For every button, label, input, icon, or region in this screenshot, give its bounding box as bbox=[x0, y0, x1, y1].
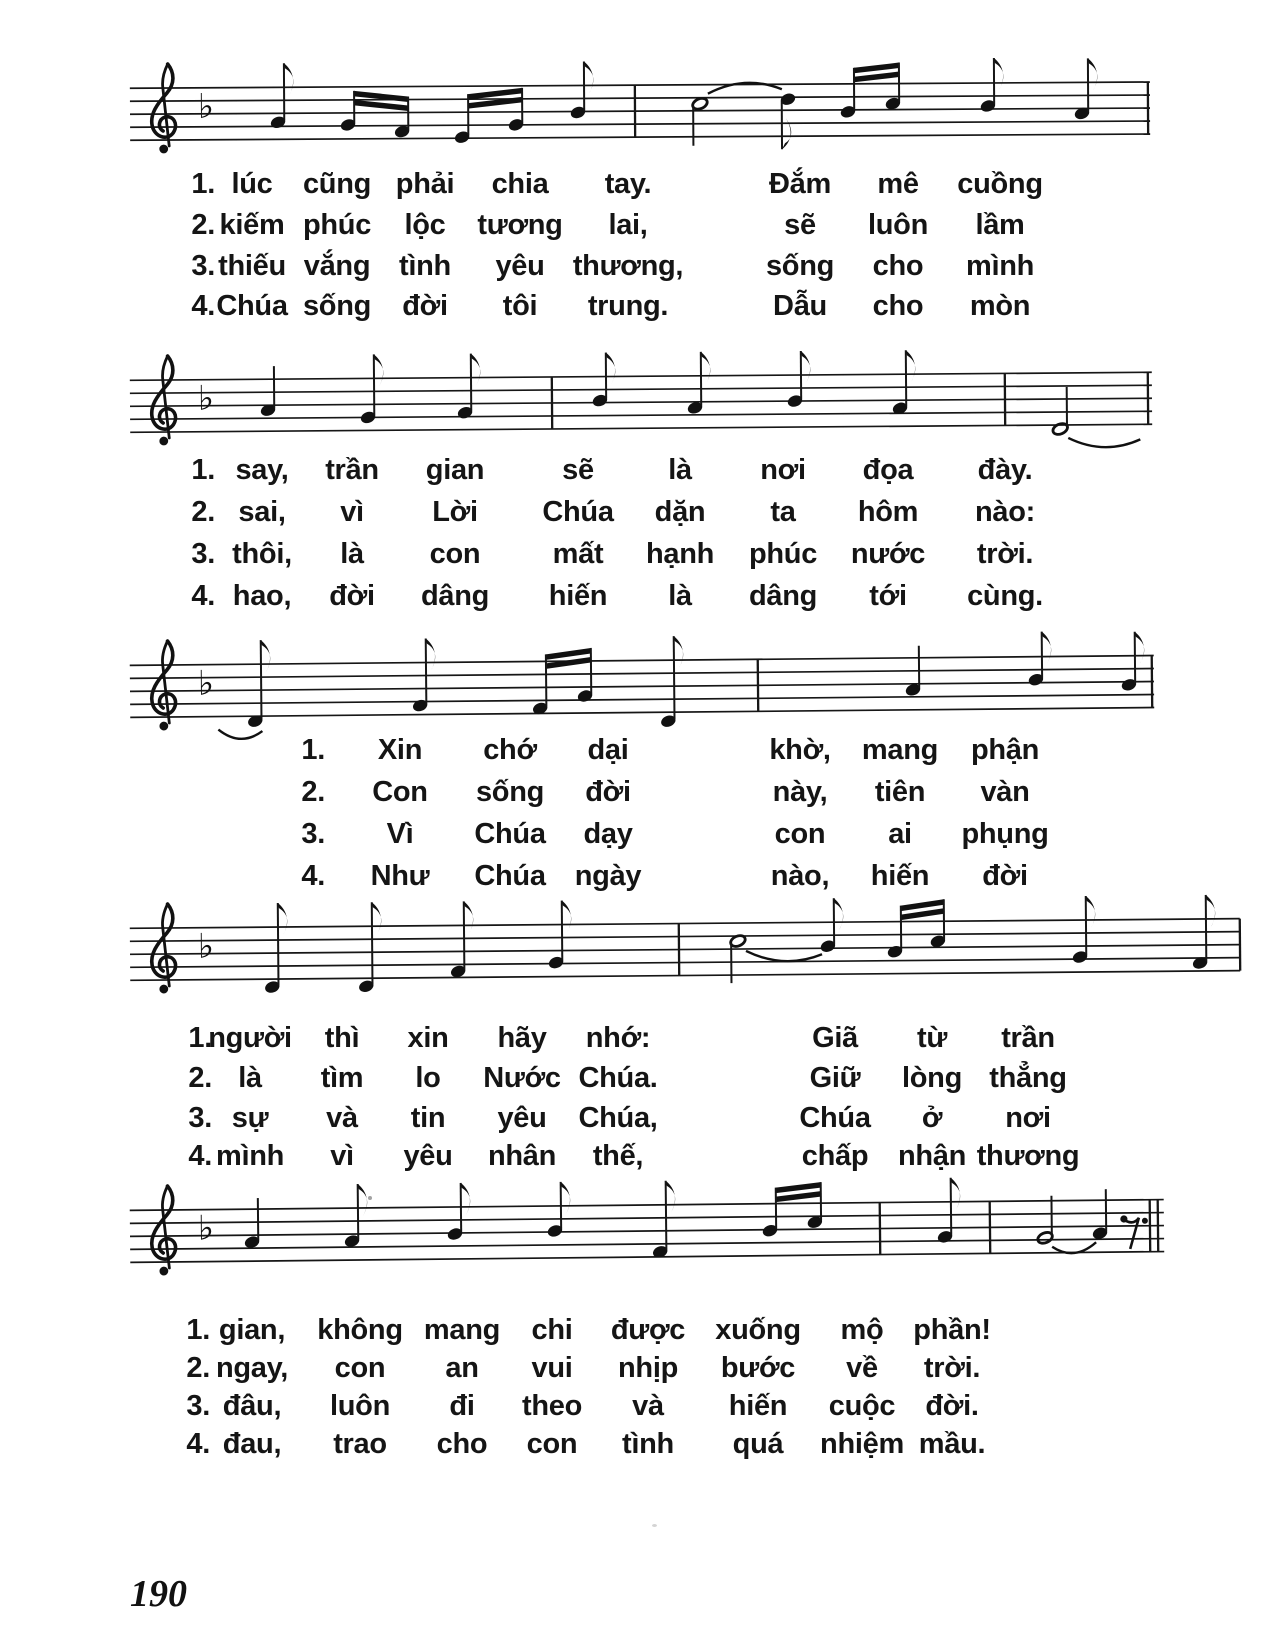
lyric-word: luôn bbox=[329, 1390, 390, 1422]
eighth-flag bbox=[1135, 632, 1145, 664]
flat-sign: ♭ bbox=[197, 663, 215, 704]
eighth-flag bbox=[906, 350, 916, 382]
eighth-flag bbox=[284, 63, 294, 95]
lyric-word: đời bbox=[585, 776, 631, 808]
lyric-word: tương bbox=[477, 209, 563, 241]
lyric-word: Chúa. bbox=[578, 1062, 658, 1094]
scan-speck bbox=[368, 1196, 372, 1200]
lyric-word: sống bbox=[302, 290, 372, 322]
lyric-word: và bbox=[632, 1390, 664, 1422]
staff-line bbox=[130, 82, 1150, 88]
lyric-word: cuộc bbox=[828, 1390, 896, 1422]
staff-line bbox=[130, 682, 1154, 692]
lyric-word: phận bbox=[970, 734, 1040, 766]
lyric-word: cuồng bbox=[957, 168, 1043, 200]
eighth-flag bbox=[372, 902, 382, 934]
lyric-word: sẽ bbox=[784, 209, 816, 241]
verse-number: 1. bbox=[186, 1314, 210, 1346]
staff-line bbox=[130, 372, 1152, 380]
beam bbox=[776, 1182, 821, 1193]
lyric-word: là bbox=[238, 1062, 262, 1094]
lyric-word: Chúa bbox=[799, 1102, 871, 1134]
eighth-flag bbox=[471, 354, 481, 386]
lyric-word: cùng. bbox=[967, 580, 1043, 612]
lyric-word: là bbox=[668, 454, 692, 486]
lyric-word: quá bbox=[732, 1428, 784, 1460]
eighth-flag bbox=[701, 352, 711, 384]
lyric-word: mòn bbox=[969, 290, 1031, 322]
lyric-word: cho bbox=[872, 290, 924, 322]
lyric-word: ngày bbox=[574, 860, 642, 892]
staff-line bbox=[130, 1200, 1164, 1211]
staff-line bbox=[130, 108, 1150, 114]
lyric-word: nhiệm bbox=[820, 1428, 904, 1460]
lyric-word: yêu bbox=[497, 1102, 547, 1134]
staff-line bbox=[130, 971, 1240, 981]
lyric-word: vì bbox=[340, 496, 364, 528]
staff-line bbox=[130, 398, 1152, 406]
barline bbox=[1150, 1200, 1151, 1252]
lyric-word: yêu bbox=[495, 250, 545, 282]
lyric-word: chi bbox=[531, 1314, 573, 1346]
verse-number: 4. bbox=[186, 1428, 210, 1460]
lyric-word: dâng bbox=[748, 580, 818, 612]
lyric-word: là bbox=[340, 538, 364, 570]
barline bbox=[990, 1201, 991, 1253]
lyric-word: nhớ: bbox=[585, 1022, 651, 1054]
staff-line bbox=[130, 656, 1154, 666]
lyric-word: tin bbox=[410, 1102, 446, 1134]
eighth-flag bbox=[278, 903, 288, 935]
lyric-word: ngay, bbox=[215, 1352, 289, 1384]
lyric-word: sống bbox=[475, 776, 545, 808]
lyric-word: con bbox=[334, 1352, 386, 1384]
lyric-word: hôm bbox=[857, 496, 919, 528]
lyric-word: lòng bbox=[901, 1062, 962, 1094]
lyric-word: Nước bbox=[483, 1062, 561, 1094]
lyric-word: được bbox=[610, 1314, 686, 1346]
lyric-word: con bbox=[429, 538, 481, 570]
lyric-word: nước bbox=[850, 538, 926, 570]
flat-sign: ♭ bbox=[197, 378, 215, 419]
eighth-flag bbox=[461, 1183, 471, 1215]
lyric-word: vắng bbox=[303, 250, 371, 282]
lyric-word: nhân bbox=[487, 1140, 557, 1172]
lyric-word: xuống bbox=[715, 1314, 801, 1346]
lyric-word: Chúa, bbox=[578, 1102, 658, 1134]
lyric-word: dại bbox=[587, 734, 629, 766]
verse-number: 3. bbox=[186, 1390, 210, 1422]
lyric-word: tìm bbox=[320, 1062, 364, 1094]
verse-number: 2. bbox=[191, 496, 215, 528]
lyric-word: thiếu bbox=[218, 250, 286, 282]
lyric-word: kiếm bbox=[219, 209, 285, 241]
eighth-flag bbox=[1206, 895, 1216, 927]
eighth-flag bbox=[801, 351, 811, 383]
verse-number: 1. bbox=[191, 454, 215, 486]
lyric-word: trời. bbox=[976, 538, 1034, 570]
lyric-word: luôn bbox=[867, 209, 928, 241]
lyric-word: Chúa bbox=[474, 860, 546, 892]
lyric-word: lo bbox=[415, 1062, 441, 1094]
eighth-flag bbox=[426, 638, 436, 670]
staff-line bbox=[130, 385, 1152, 393]
beam bbox=[776, 1191, 821, 1202]
lyric-word: từ bbox=[916, 1022, 948, 1054]
staff-line bbox=[130, 1213, 1164, 1224]
lyric-word: con bbox=[526, 1428, 578, 1460]
lyric-word: cho bbox=[872, 250, 924, 282]
eighth-flag bbox=[1042, 632, 1052, 664]
lyric-word: mê bbox=[877, 168, 919, 200]
lyric-word: cũng bbox=[302, 168, 372, 200]
lyric-word: trời. bbox=[923, 1352, 981, 1384]
eighth-flag bbox=[561, 1182, 571, 1214]
staff-line bbox=[130, 669, 1154, 679]
lyric-word: phải bbox=[395, 168, 455, 200]
lyric-word: đọa bbox=[862, 454, 914, 486]
lyric-word: thôi, bbox=[232, 538, 292, 570]
page-number: 190 bbox=[130, 1573, 187, 1615]
lyric-word: người bbox=[208, 1022, 292, 1054]
lyric-word: dâng bbox=[420, 580, 490, 612]
lyric-word: lầm bbox=[975, 209, 1025, 241]
lyric-word: nào, bbox=[770, 860, 830, 892]
lyric-word: thế, bbox=[592, 1140, 644, 1172]
lyric-word: Chúa bbox=[474, 818, 546, 850]
staff-line bbox=[130, 1239, 1164, 1250]
lyric-word: ai bbox=[888, 818, 912, 850]
lyric-word: phúc bbox=[302, 209, 372, 241]
lyric-word: mộ bbox=[840, 1314, 884, 1346]
verse-number: 3. bbox=[301, 818, 325, 850]
barline bbox=[880, 1203, 881, 1255]
staff-5 bbox=[127, 1144, 1259, 1316]
lyric-word: theo bbox=[521, 1390, 582, 1422]
verse-number: 3. bbox=[191, 538, 215, 570]
verse-number: 1. bbox=[301, 734, 325, 766]
lyric-word: mang bbox=[861, 734, 939, 766]
eighth-flag bbox=[374, 354, 384, 386]
barline bbox=[1158, 1200, 1159, 1252]
lyric-word: chấp bbox=[801, 1140, 869, 1172]
eighth-flag bbox=[261, 640, 271, 672]
lyric-word: mình bbox=[965, 250, 1035, 282]
lyric-word: lai, bbox=[608, 209, 648, 241]
lyric-word: về bbox=[846, 1352, 878, 1384]
lyric-word: xin bbox=[407, 1022, 449, 1054]
lyric-word: vui bbox=[531, 1352, 573, 1384]
lyric-word: sự bbox=[231, 1102, 269, 1134]
lyric-word: tình bbox=[399, 250, 451, 282]
lyric-word: Con bbox=[372, 776, 428, 808]
lyric-word: Như bbox=[370, 860, 430, 892]
lyric-word: mầu. bbox=[918, 1428, 986, 1460]
verse-number: 4. bbox=[301, 860, 325, 892]
lyric-word: tôi bbox=[502, 290, 538, 322]
lyric-word: này, bbox=[772, 776, 828, 808]
lyric-word: đời bbox=[982, 860, 1028, 892]
eighth-flag bbox=[606, 352, 616, 384]
lyric-word: dạy bbox=[583, 818, 633, 850]
lyric-word: vàn bbox=[980, 776, 1030, 808]
beam bbox=[354, 100, 408, 112]
lyric-word: trung. bbox=[587, 290, 669, 322]
eighth-flag bbox=[951, 1178, 961, 1210]
beam bbox=[854, 72, 899, 83]
staff-4 bbox=[127, 863, 1258, 1033]
lyric-word: hao, bbox=[232, 580, 292, 612]
lyric-word: hạnh bbox=[645, 538, 715, 570]
eighth-flag bbox=[584, 61, 594, 93]
lyric-word: gian, bbox=[218, 1314, 286, 1346]
eighth-flag bbox=[994, 58, 1004, 90]
verse-number: 2. bbox=[191, 209, 215, 241]
lyric-word: nào: bbox=[974, 496, 1035, 528]
eighth-flag bbox=[666, 1181, 676, 1213]
staff-line bbox=[130, 708, 1154, 718]
lyric-word: dặn bbox=[654, 496, 706, 528]
verse-number: 4. bbox=[188, 1140, 212, 1172]
staff-line bbox=[130, 424, 1152, 432]
lyric-word: chia bbox=[491, 168, 549, 200]
lyric-word: đi bbox=[449, 1390, 475, 1422]
lyric-word: không bbox=[317, 1314, 403, 1346]
verse-number: 3. bbox=[188, 1102, 212, 1134]
lyric-word: con bbox=[774, 818, 826, 850]
staff-line bbox=[130, 411, 1152, 419]
lyric-word: trần bbox=[1001, 1022, 1055, 1054]
verse-number: 1. bbox=[188, 1022, 212, 1054]
lyric-word: mất bbox=[552, 538, 604, 570]
staff-line bbox=[130, 695, 1154, 705]
lyric-word: lộc bbox=[404, 209, 446, 241]
lyric-word: ở bbox=[921, 1102, 943, 1134]
lyric-word: cho bbox=[436, 1428, 488, 1460]
verse-number: 4. bbox=[191, 290, 215, 322]
lyric-word: thương, bbox=[572, 250, 684, 282]
verse-number: 1. bbox=[191, 168, 215, 200]
lyric-word: thì bbox=[324, 1022, 360, 1054]
lyric-word: thương bbox=[976, 1140, 1080, 1172]
eighth-flag bbox=[464, 901, 474, 933]
lyric-word: Giã bbox=[812, 1022, 858, 1054]
lyric-word: nhịp bbox=[617, 1352, 678, 1384]
scan-speck bbox=[652, 1524, 657, 1527]
verse-number: 4. bbox=[191, 580, 215, 612]
lyric-word: nơi bbox=[1005, 1102, 1051, 1134]
lyric-word: gian bbox=[425, 454, 485, 486]
lyric-word: và bbox=[326, 1102, 358, 1134]
lyric-word: trao bbox=[333, 1428, 387, 1460]
lyric-word: hiến bbox=[728, 1390, 788, 1422]
lyric-word: vì bbox=[330, 1140, 354, 1172]
lyric-word: khờ, bbox=[769, 734, 831, 766]
verse-number: 2. bbox=[186, 1352, 210, 1384]
lyric-word: Dẫu bbox=[773, 290, 827, 322]
lyric-word: lúc bbox=[231, 168, 273, 200]
lyric-word: đày. bbox=[977, 454, 1033, 486]
lyric-word: đời bbox=[329, 580, 375, 612]
staff-line bbox=[130, 134, 1150, 140]
tie bbox=[1068, 437, 1140, 447]
lyric-word: Vì bbox=[386, 818, 414, 850]
staff-line bbox=[130, 95, 1150, 101]
eighth-flag bbox=[1088, 58, 1098, 90]
verse-number: 2. bbox=[188, 1062, 212, 1094]
lyric-word: say, bbox=[235, 454, 289, 486]
flat-sign: ♭ bbox=[197, 1208, 215, 1249]
lyric-word: Xin bbox=[377, 734, 423, 766]
staff-line bbox=[130, 932, 1240, 942]
lyric-word: Giữ bbox=[809, 1062, 861, 1094]
lyric-word: đau, bbox=[222, 1428, 282, 1460]
lyric-word: tay. bbox=[604, 168, 652, 200]
lyric-word: đâu, bbox=[222, 1390, 282, 1422]
lyric-word: đời bbox=[402, 290, 448, 322]
augmentation-dot bbox=[1142, 1218, 1148, 1224]
lyric-word: yêu bbox=[403, 1140, 453, 1172]
staff-line bbox=[130, 1226, 1164, 1237]
lyric-word: đời. bbox=[925, 1390, 979, 1422]
lyric-word: ta bbox=[770, 496, 796, 528]
lyric-word: mang bbox=[423, 1314, 501, 1346]
lyric-word: tiên bbox=[874, 776, 926, 808]
lyric-word: mình bbox=[215, 1140, 285, 1172]
lyric-word: Đắm bbox=[769, 168, 831, 200]
lyric-word: nơi bbox=[760, 454, 806, 486]
lyric-word: sống bbox=[765, 250, 835, 282]
eighth-flag bbox=[562, 900, 572, 932]
flat-sign: ♭ bbox=[197, 86, 215, 127]
staff-line bbox=[130, 1252, 1164, 1263]
lyric-word: phần! bbox=[913, 1314, 991, 1346]
lyric-word: phúc bbox=[748, 538, 818, 570]
verse-number: 3. bbox=[191, 250, 215, 282]
lyric-word: hiến bbox=[548, 580, 608, 612]
beam bbox=[854, 63, 899, 74]
lyric-word: tình bbox=[622, 1428, 674, 1460]
lyric-word: nhận bbox=[897, 1140, 967, 1172]
verse-number: 2. bbox=[301, 776, 325, 808]
staff-line bbox=[130, 919, 1240, 929]
lyric-word: Chúa bbox=[542, 496, 614, 528]
lyric-word: sẽ bbox=[562, 454, 594, 486]
lyric-word: trần bbox=[325, 454, 379, 486]
eighth-flag bbox=[674, 636, 684, 668]
lyric-word: phụng bbox=[961, 818, 1049, 850]
lyric-word: tới bbox=[869, 580, 907, 612]
lyric-word: Lời bbox=[432, 496, 478, 528]
flat-sign: ♭ bbox=[197, 926, 215, 967]
lyric-word: thẳng bbox=[989, 1062, 1067, 1094]
eighth-flag bbox=[358, 1184, 368, 1216]
tie bbox=[746, 950, 822, 961]
lyric-word: là bbox=[668, 580, 692, 612]
staff-line bbox=[130, 945, 1240, 955]
lyric-word: sai, bbox=[238, 496, 286, 528]
lyric-word: hiến bbox=[870, 860, 930, 892]
lyric-word: bước bbox=[720, 1352, 796, 1384]
lyric-word: chớ bbox=[483, 734, 537, 766]
lyric-word: hãy bbox=[497, 1022, 547, 1054]
lyric-word: Chúa bbox=[216, 290, 288, 322]
lyric-word: an bbox=[445, 1352, 479, 1384]
eighth-flag bbox=[834, 898, 844, 930]
eighth-flag bbox=[1086, 896, 1096, 928]
